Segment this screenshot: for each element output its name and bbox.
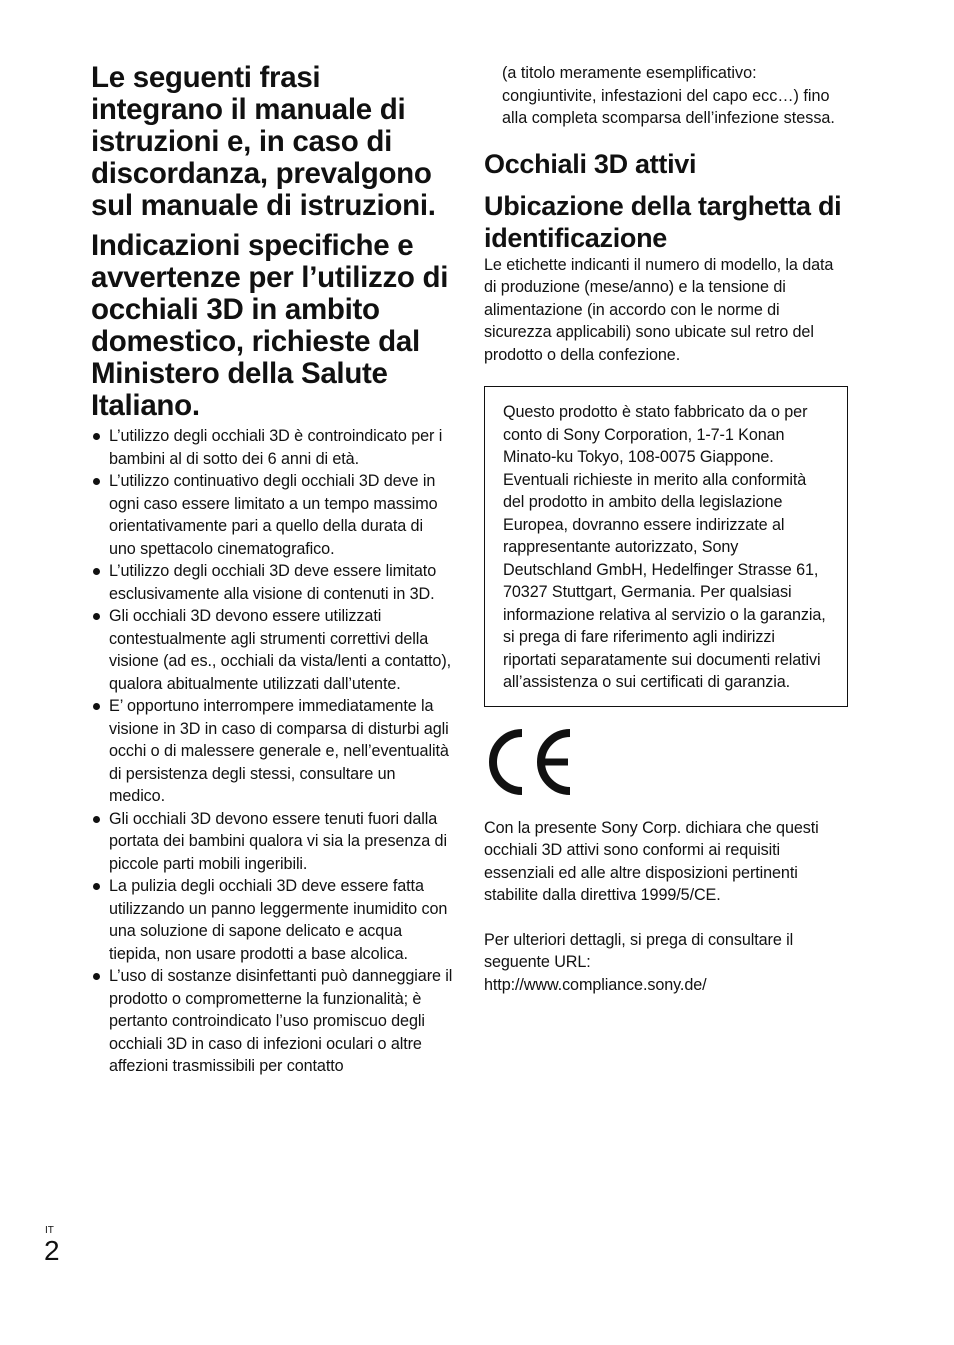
manufacturer-info-text: Questo prodotto è stato fabbricato da o per conto di Sony Corporation, 1-7-1 Konan Minato-ku Tokyo, 108-0075 Giappone. Eventuali richieste in merito alla conformità del prodotto in ambito della legislazione Europea, dovranno essere indirizzate al rappresentante autorizzato, Sony Deutschland GmbH, Hedelfinger Strasse 61, 70327 Stuttgart, Germania. Per qualsiasi informazione relativa al servizio o la garanzia, si prega di fare riferimento agli indirizzi riportati separatamente sui documenti relativi all’assistenza o sui certificati di garanzia. <box>503 403 826 691</box>
warnings-list <box>91 425 453 1078</box>
conformity-declaration: Con la presente Sony Corp. dichiara che questi occhiali 3D attivi sono conformi ai requisiti essenziali ed alle altre disposizioni pertinenti stabilite dalla direttiva 1999/5/CE. <box>484 818 819 904</box>
ce-mark-icon <box>484 729 574 795</box>
label-location-text: Le etichette indicanti il numero di modello, la data di produzione (mese/anno) e la tensione di alimentazione (in accordo con le norme di sicurezza applicabili) sono ubicate sul retro del prodotto o della confezione. <box>484 255 834 364</box>
page-number: 2 <box>44 1235 60 1266</box>
language-tag: IT <box>45 1225 54 1236</box>
list-item: Gli occhiali 3D devono essere utilizzati contestualmente agli strumenti correttivi della visione (ad es., occhiali da vista/lenti a contatto), qualora abitualmente utilizzati dall’utente. <box>91 605 453 695</box>
list-item: E’ opportuno interrompere immediatamente la visione in 3D in caso di comparsa di disturbi agli occhi o di malessere generale e, nell’eventualità di persistenza degli stessi, consultare un medico. <box>91 695 453 808</box>
list-item: L’utilizzo degli occhiali 3D è controindicato per i bambini al di sotto dei 6 anni di età. <box>91 425 453 470</box>
compliance-url-link[interactable]: http://www.compliance.sony.de/ <box>484 975 707 994</box>
intro-heading: Le seguenti frasi integrano il manuale di istruzioni e, in caso di discordanza, prevalgono sul manuale di istruzioni. <box>91 61 436 222</box>
list-item: L’uso di sostanze disinfettanti può danneggiare il prodotto o comprometterne la funzionalità; è pertanto controindicato l’uso promiscuo degli occhiali 3D in caso di infezioni oculari o altre affezioni trasmissibili per contatto <box>91 965 453 1078</box>
list-item: Gli occhiali 3D devono essere tenuti fuori dalla portata dei bambini qualora vi sia la presenza di piccole parti mobili ingeribili. <box>91 808 453 876</box>
details-label: Per ulteriori dettagli, si prega di consultare il seguente URL: <box>484 930 794 971</box>
list-item: L’utilizzo degli occhiali 3D deve essere limitato esclusivamente alla visione di contenuti in 3D. <box>91 560 453 605</box>
bullet-continuation: (a titolo meramente esemplificativo: congiuntivite, infestazioni del capo ecc…) fino alla completa scomparsa dell’infezione stessa. <box>502 64 835 127</box>
details-text <box>484 929 849 997</box>
left-column <box>91 62 453 1078</box>
label-location-heading: Ubicazione della targhetta di identificazione <box>484 190 842 253</box>
product-heading: Occhiali 3D attivi <box>484 148 697 179</box>
list-item: L’utilizzo continuativo degli occhiali 3D deve in ogni caso essere limitato a un tempo massimo orientativamente pari a quello della durata di uno spettacolo cinematografico. <box>91 470 453 560</box>
warnings-heading: Indicazioni specifiche e avvertenze per l’utilizzo di occhiali 3D in ambito domestico, richieste dal Ministero della Salute Italiano. <box>91 229 449 422</box>
manufacturer-info-box <box>484 386 848 707</box>
right-column <box>484 62 849 996</box>
list-item: La pulizia degli occhiali 3D deve essere fatta utilizzando un panno leggermente inumidito con una soluzione di sapone delicato e acqua tiepida, non usare prodotti a base alcolica. <box>91 875 453 965</box>
